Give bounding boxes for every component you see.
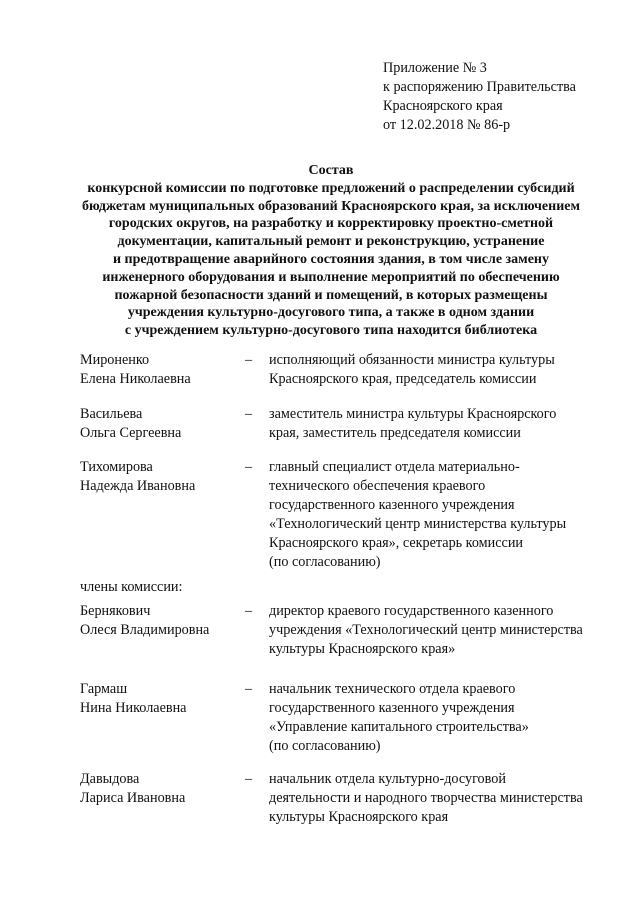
role-line: начальник технического отдела краевого [269,681,516,697]
member-given-name: Елена Николаевна [80,371,191,387]
annex-region: Красноярского края [383,98,503,114]
member-given-name: Олеся Владимировна [80,622,210,638]
member-role [269,351,619,389]
role-line: государственного казенного учреждения [269,700,515,716]
member-given-name: Надежда Ивановна [80,478,196,494]
dash-separator: – [245,771,253,787]
role-line: начальник отдела культурно-досуговой [269,771,506,787]
annex-date-number: от 12.02.2018 № 86-р [383,117,511,133]
role-line: заместитель министра культуры Красноярского [269,406,557,422]
title-heading: Состав [308,163,354,178]
dash-separator: – [245,406,253,422]
role-line: культуры Красноярского края» [269,641,456,657]
member-name [80,602,240,640]
title-line: инженерного оборудования и выполнение мероприятий по обеспечению [102,269,560,285]
member-name [80,458,240,496]
member-role [269,458,619,572]
member-name [80,405,240,443]
member-surname: Васильева [80,406,143,422]
dash-separator: – [245,459,253,475]
dash-separator: – [245,352,253,368]
title-line: учреждения культурно-досугового типа, а также в одном здании [127,305,535,321]
role-line: (по согласованию) [269,738,381,754]
member-surname: Тихомирова [80,459,153,475]
role-line: «Управление капитального строительства» [269,719,529,735]
member-surname: Бернякович [80,603,151,619]
role-line: «Технологический центр министерства культуры [269,516,567,532]
member-role [269,680,619,756]
title-line: с учреждением культурно-досугового типа находится библиотека [124,323,538,339]
member-given-name: Лариса Ивановна [80,790,186,806]
role-line: директор краевого государственного казенного [269,603,554,619]
role-line: Красноярского края, председатель комиссии [269,371,537,387]
role-line: учреждения «Технологический центр министерства [269,622,583,638]
member-surname: Мироненко [80,352,150,368]
member-name [80,770,240,808]
title-line: бюджетам муниципальных образований Красноярского края, за исключением [81,198,581,214]
annex-reference: к распоряжению Правительства [383,79,576,95]
member-given-name: Ольга Сергеевна [80,425,182,441]
member-role [269,405,619,443]
role-line: культуры Красноярского края [269,809,449,825]
annex-number: Приложение № 3 [383,60,487,76]
members-section-label: члены комиссии: [80,579,183,595]
role-line: деятельности и народного творчества министерства [269,790,583,806]
member-role [269,602,619,659]
member-given-name: Нина Николаевна [80,700,187,716]
role-line: технического обеспечения краевого [269,478,486,494]
role-line: (по согласованию) [269,554,381,570]
role-line: государственного казенного учреждения [269,497,515,513]
member-name [80,351,240,389]
dash-separator: – [245,681,253,697]
role-line: исполняющий обязанности министра культуры [269,352,555,368]
role-line: края, заместитель председателя комиссии [269,425,521,441]
dash-separator: – [245,603,253,619]
title-line: пожарной безопасности зданий и помещений, в которых размещены [114,287,548,303]
title-line: конкурсной комиссии по подготовке предложений о распределении субсидий [87,180,575,196]
title-line: документации, капитальный ремонт и реконструкцию, устранение [117,234,545,250]
role-line: Красноярского края», секретарь комиссии [269,535,524,551]
member-name [80,680,240,718]
title-line: и предотвращение аварийного состояния здания, в том числе замену [112,251,549,267]
title-line: городских округов, на разработку и корректировку проектно-сметной [108,216,554,232]
member-role [269,770,619,827]
member-surname: Давыдова [80,771,140,787]
role-line: главный специалист отдела материально- [269,459,520,475]
member-surname: Гармаш [80,681,128,697]
